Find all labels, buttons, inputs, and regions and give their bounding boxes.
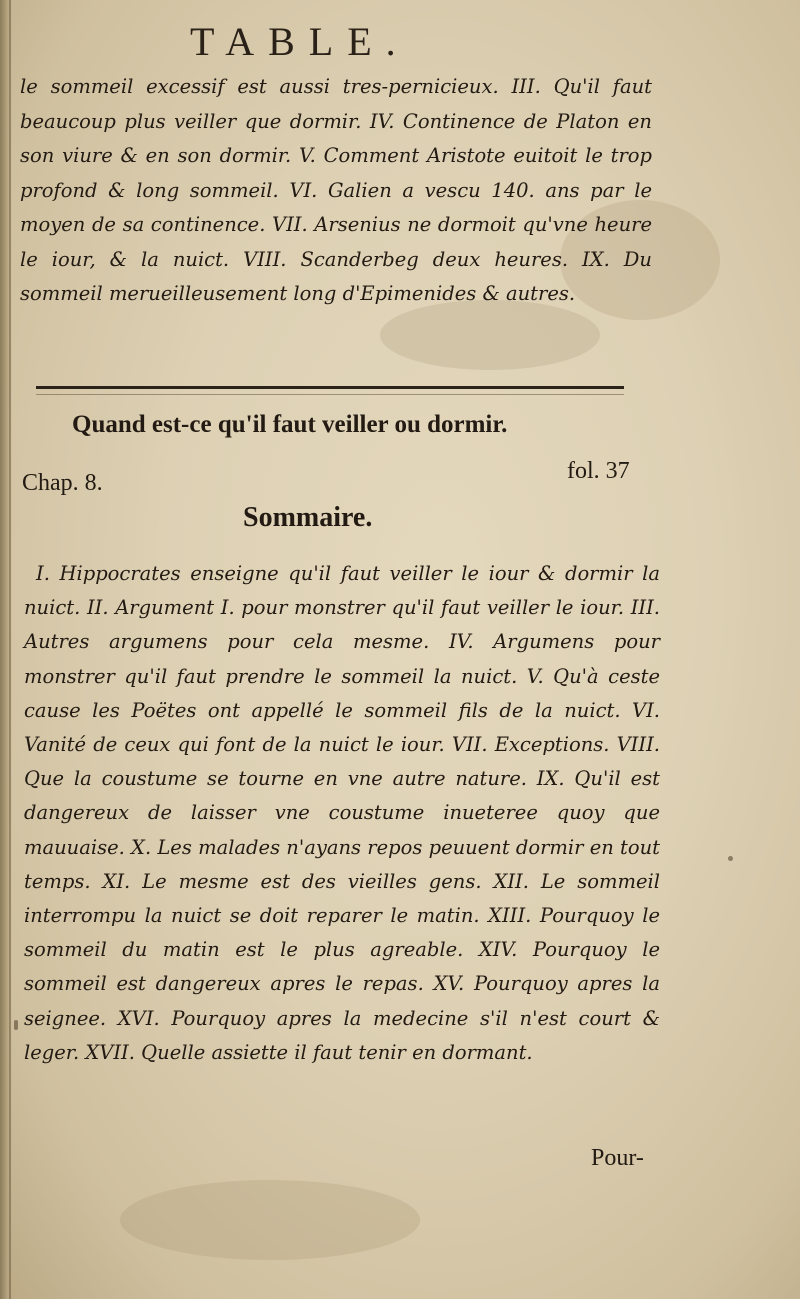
chapter-title: Quand est-ce qu'il faut veiller ou dormir.	[72, 411, 508, 438]
section-divider-thin-rule	[36, 394, 624, 395]
running-head: TABLE.	[190, 19, 410, 64]
chapter-number: Chap. 8.	[22, 470, 103, 496]
folio-reference: fol. 37	[567, 458, 630, 484]
summary-heading: Sommaire.	[243, 502, 373, 533]
catchword: Pour-	[591, 1145, 644, 1171]
binding-edge-line	[9, 0, 11, 1299]
ink-speck	[728, 856, 733, 861]
ink-speck	[14, 1020, 18, 1030]
previous-chapter-summary: le sommeil excessif est aussi tres-pernicieux. III. Qu'il faut beaucoup plus veiller que dormir. IV. Continence de Platon en son viure & en son dormir. V. Comment Aristote euitoit le trop profond & long sommeil. VI. Galien a vescu 140. ans par le moyen de sa continence. VII. Arsenius ne dormoit qu'vne heure le iour, & la nuict. VIII. Scanderbeg deux heures. IX. Du sommeil merueilleusement long d'Epimenides & autres.	[20, 75, 652, 305]
summary-text: I. Hippocrates enseigne qu'il faut veiller le iour & dormir la nuict. II. Argument I. pour monstrer qu'il faut veiller le iour. III. Autres argumens pour cela mesme. IV. Argumens pour monstrer qu'il faut prendre le sommeil la nuict. V. Qu'à ceste cause les Poëtes ont appellé le sommeil fils de la nuict. VI. Vanité de ceux qui font de la nuict le iour. VII. Exceptions. VIII. Que la coustume se tourne en vne autre nature. IX. Qu'il est dangereux de laisser vne coustume inueteree quoy que mauuaise. X. Les malades n'ayans repos peuuent dormir en tout temps. XI. Le mesme est des vieilles gens. XII. Le sommeil interrompu la nuict se doit reparer le matin. XIII. Pourquoy le sommeil du matin est le plus agreable. XIV. Pourquoy le sommeil est dangereux apres le repas. XV. Pourquoy apres la seignee. XVI. Pourquoy apres la medecine s'il n'est court & leger. XVII. Quelle assiette il faut tenir en dormant.	[24, 562, 660, 1064]
section-divider-rule	[36, 386, 624, 389]
paper-stain	[120, 1180, 420, 1260]
